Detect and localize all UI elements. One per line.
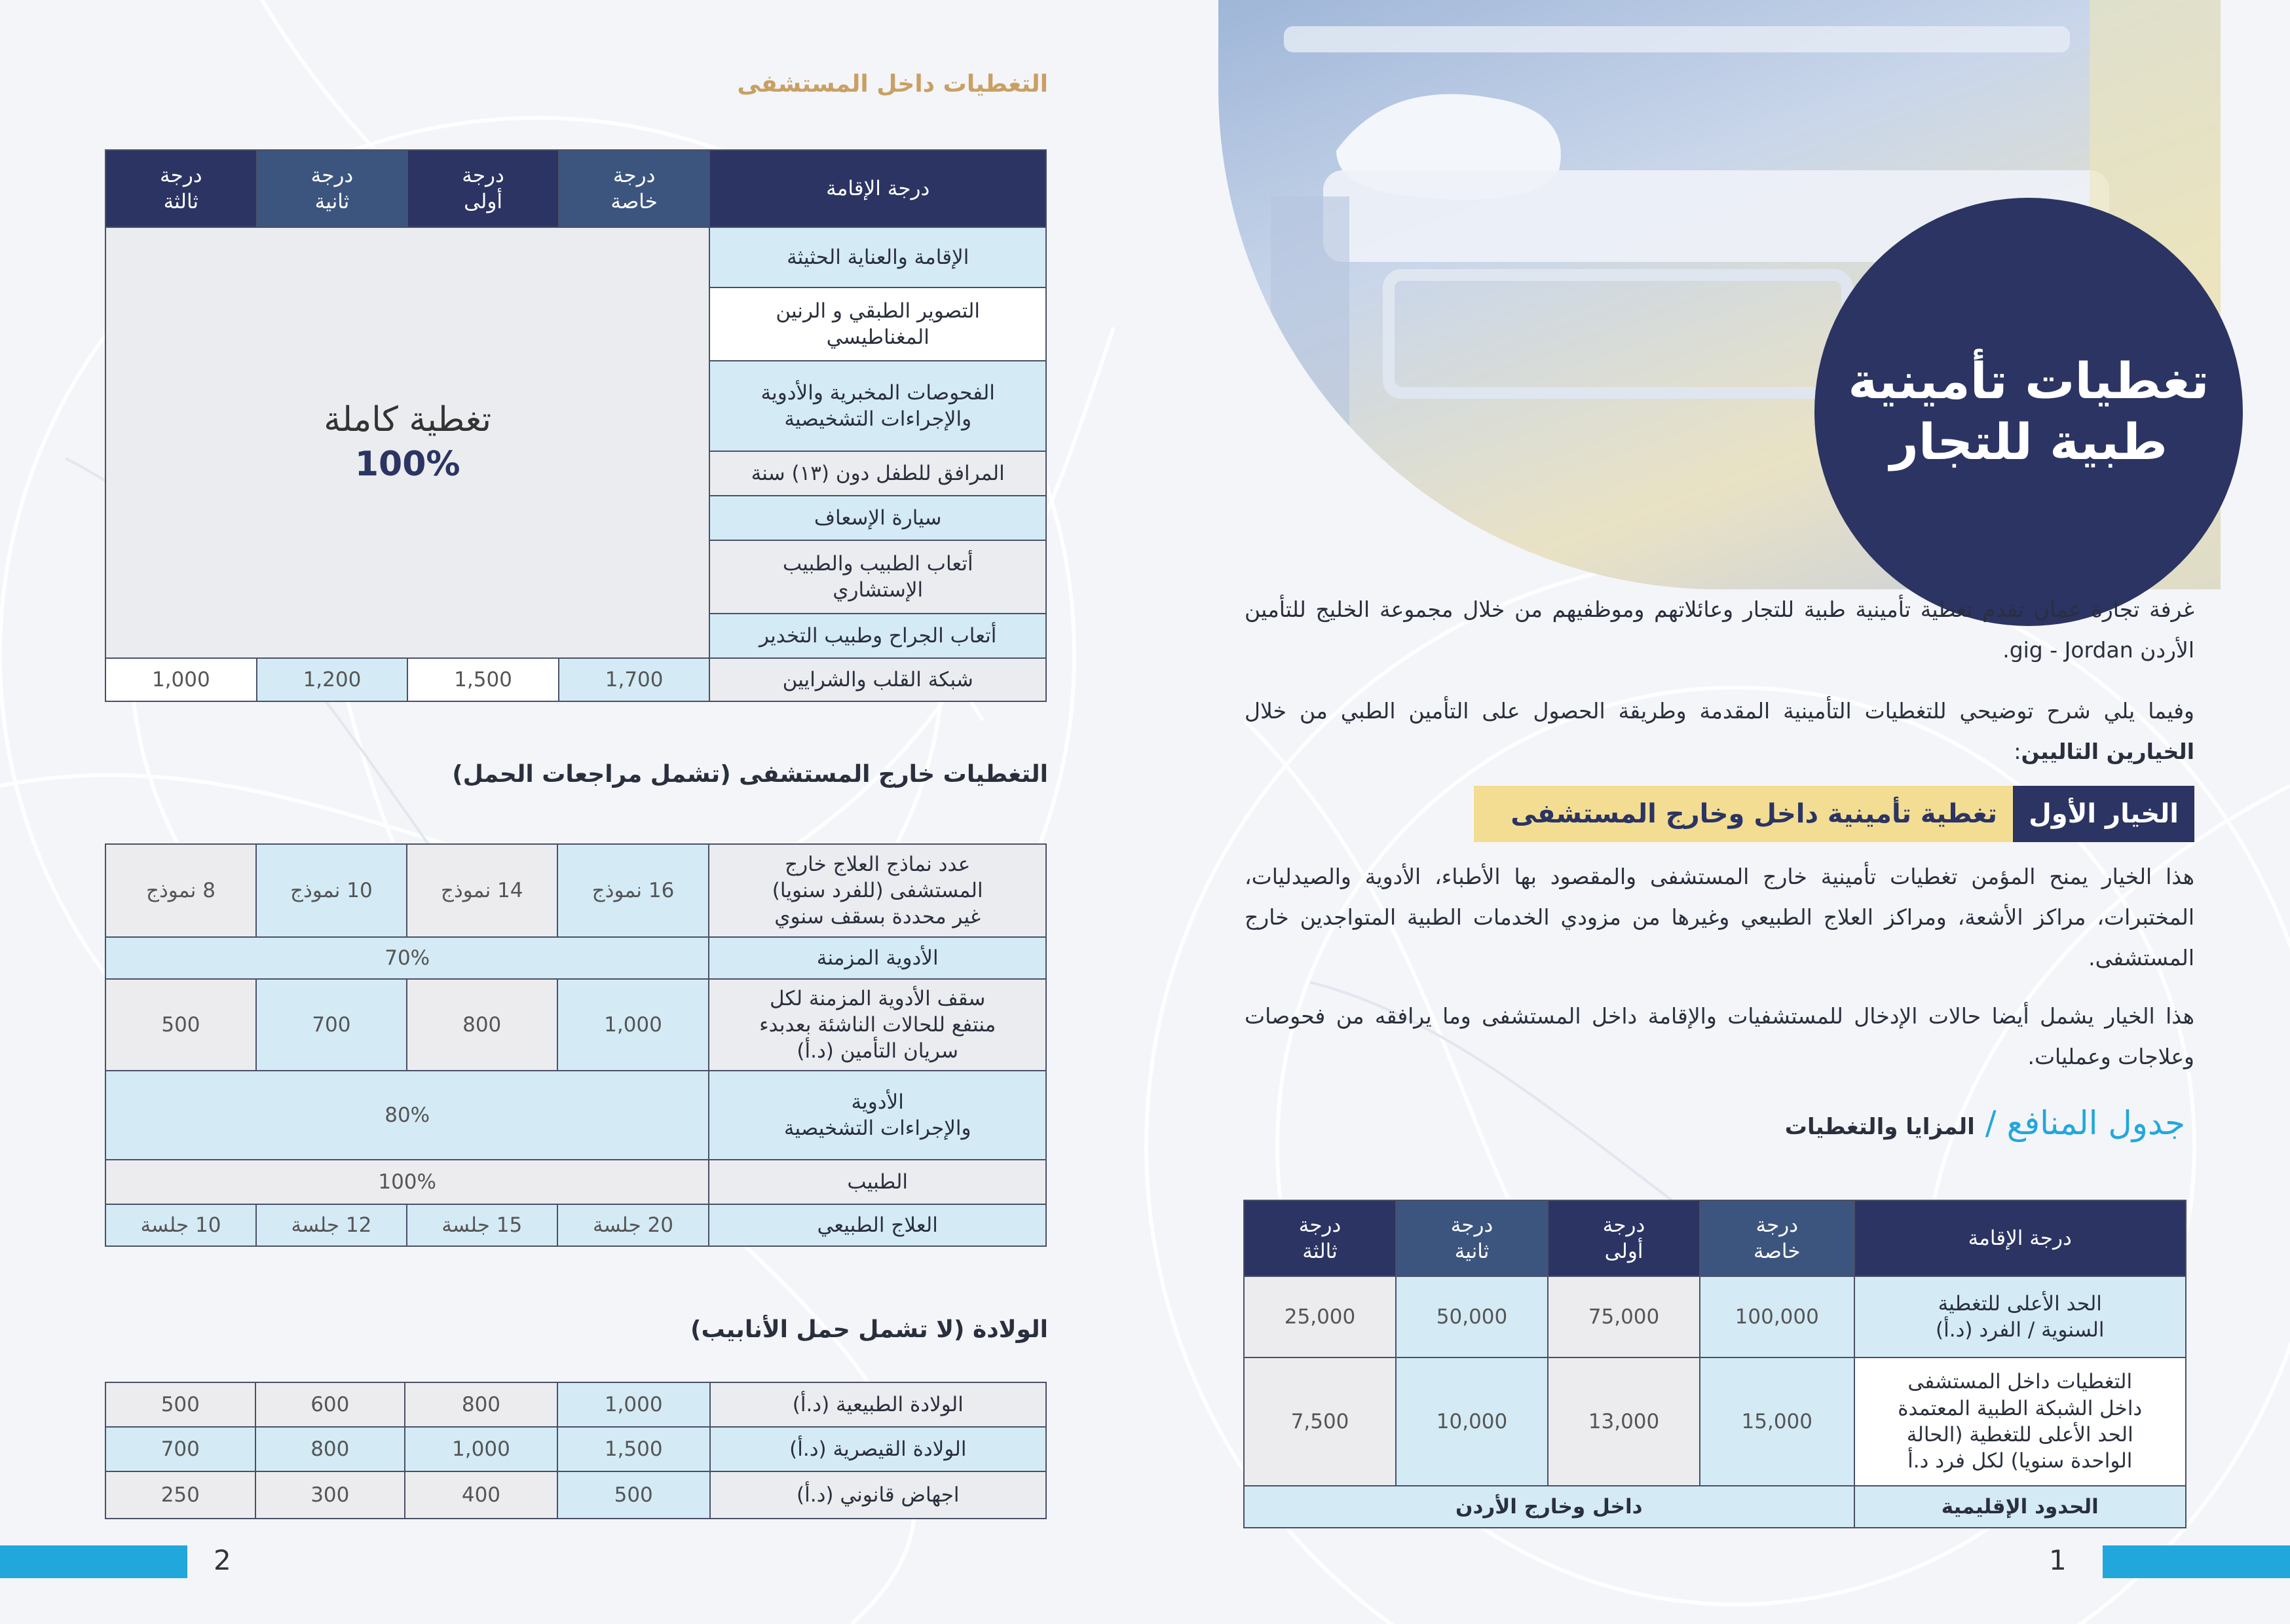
col-third: درجة ثالثة <box>105 150 257 227</box>
cesarean-first: 1,000 <box>405 1427 557 1471</box>
maternity-heading: الولادة (لا تشمل حمل الأنابيب) <box>690 1316 1048 1343</box>
left-footer-bar <box>0 1545 187 1578</box>
col-private: درجة خاصة <box>559 150 710 227</box>
right-footer-bar <box>2103 1545 2290 1578</box>
models-second: 10 نموذج <box>256 844 407 937</box>
annual-second: 50,000 <box>1396 1276 1548 1357</box>
limits-table <box>1243 1200 2187 1528</box>
chronic-cap-third: 500 <box>105 979 256 1071</box>
inpatient-limit-private: 15,000 <box>1700 1357 1854 1486</box>
inpatient-heading: التغطيات داخل المستشفى <box>737 71 1048 98</box>
chronic-cap-second: 700 <box>256 979 407 1071</box>
annual-private: 100,000 <box>1700 1276 1854 1357</box>
left-page-number: 2 <box>214 1544 231 1576</box>
chronic-cap-first: 800 <box>407 979 557 1071</box>
row-icu: الإقامة والعناية الحثيثة <box>709 227 1046 287</box>
row-abortion: اجهاض قانوني (د.أ) <box>710 1471 1046 1519</box>
title-line-1: تغطيات تأمينية <box>1848 352 2209 411</box>
row-physio: العلاج الطبيعي <box>709 1204 1046 1246</box>
option-paragraph-1: هذا الخيار يمنح المؤمن تغطيات تأمينية خارج المستشفى والمقصود بها الأطباء، الأدوية والصيدليات، المختبرات، مراكز الأشعة، ومراكز العلاج الطبيعي وغيرها من مزودي الخدمات الطبية المتواجدين خارج المستشفى. <box>1245 864 2194 970</box>
cesarean-private: 1,500 <box>557 1427 710 1471</box>
models-third: 8 نموذج <box>105 844 256 937</box>
natural-private: 1,000 <box>557 1382 710 1427</box>
models-private: 16 نموذج <box>557 844 709 937</box>
row-physician: الطبيب <box>709 1160 1046 1204</box>
full-coverage-text: تغطية كاملة <box>324 400 492 440</box>
benefits-heading <box>1785 1104 2185 1142</box>
abortion-first: 400 <box>405 1471 557 1519</box>
inpatient-limit-second: 10,000 <box>1396 1357 1548 1486</box>
limits-col-private: درجة خاصة <box>1700 1200 1854 1276</box>
cesarean-second: 800 <box>255 1427 405 1471</box>
meds-diagnostics-pct: 80% <box>105 1071 709 1160</box>
row-cardio: شبكة القلب والشرايين <box>709 658 1046 701</box>
benefits-slash: / <box>1985 1104 1997 1142</box>
intro-p2-colon: : <box>2014 739 2021 764</box>
col-first: درجة أولى <box>407 150 559 227</box>
physio-second: 12 جلسة <box>256 1204 407 1246</box>
option-banner <box>1474 786 2194 842</box>
full-coverage-pct: 100% <box>354 445 460 484</box>
inpatient-table <box>105 149 1047 702</box>
option-desc: تغطية تأمينية داخل وخارج المستشفى <box>1474 786 2013 842</box>
intro-p2-bold: الخيارين التاليين <box>2021 739 2194 764</box>
row-outpatient-models: عدد نماذج العلاج خارج المستشفى (للفرد سنويا) غير محددة بسقف سنوي <box>709 844 1046 937</box>
maternity-table <box>105 1382 1047 1519</box>
annual-third: 25,000 <box>1244 1276 1396 1357</box>
regional-limits-value: داخل وخارج الأردن <box>1244 1486 1854 1528</box>
physio-first: 15 جلسة <box>407 1204 557 1246</box>
row-companion: المرافق للطفل دون (١٣) سنة <box>709 451 1046 496</box>
outpatient-table <box>105 843 1047 1247</box>
row-chronic-meds: الأدوية المزمنة <box>709 937 1046 979</box>
col-second: درجة ثانية <box>257 150 408 227</box>
row-imaging: التصوير الطبقي و الرنين المغناطيسي <box>709 287 1046 361</box>
row-annual-limit: الحد الأعلى للتغطية السنوية / الفرد (د.أ) <box>1854 1276 2187 1357</box>
option-label: الخيار الأول <box>2013 786 2194 842</box>
chronic-cap-private: 1,000 <box>557 979 709 1071</box>
physician-pct: 100% <box>105 1160 709 1204</box>
cardio-private: 1,700 <box>559 658 710 701</box>
limits-col-first: درجة أولى <box>1548 1200 1700 1276</box>
row-cesarean: الولادة القيصرية (د.أ) <box>710 1427 1046 1471</box>
limits-col-second: درجة ثانية <box>1396 1200 1548 1276</box>
annual-first: 75,000 <box>1548 1276 1700 1357</box>
abortion-private: 500 <box>557 1471 710 1519</box>
row-meds-diagnostics: الأدوية والإجراءات التشخيصية <box>709 1071 1046 1160</box>
outpatient-heading: التغطيات خارج المستشفى (تشمل مراجعات الحمل) <box>452 761 1048 788</box>
title-line-2: طبية للتجار <box>1890 413 2168 471</box>
right-page-number: 1 <box>2049 1544 2067 1576</box>
natural-third: 500 <box>105 1382 255 1427</box>
intro-paragraph-1: غرفة تجارة عمان تقدم تغطية تأمينية طبية للتجار وعائلاتهم وموظفيهم من خلال مجموعة الخليج للتأمين الأردن gig - Jordan. <box>1245 597 2194 663</box>
row-regional-limits: الحدود الإقليمية <box>1854 1486 2187 1528</box>
row-chronic-cap: سقف الأدوية المزمنة لكل منتفع للحالات الناشئة بعدبدء سريان التأمين (د.أ) <box>709 979 1046 1071</box>
row-surgeon-fees: أتعاب الجراح وطبيب التخدير <box>709 614 1046 658</box>
title-circle <box>1814 198 2243 626</box>
limits-col-residence: درجة الإقامة <box>1854 1200 2187 1276</box>
inpatient-limit-third: 7,500 <box>1244 1357 1396 1486</box>
cesarean-third: 700 <box>105 1427 255 1471</box>
cardio-second: 1,200 <box>257 658 408 701</box>
natural-second: 600 <box>255 1382 405 1427</box>
natural-first: 800 <box>405 1382 557 1427</box>
benefits-title: جدول المنافع <box>2006 1104 2185 1142</box>
limits-col-third: درجة ثالثة <box>1244 1200 1396 1276</box>
benefits-subtitle: المزايا والتغطيات <box>1784 1114 1975 1140</box>
abortion-third: 250 <box>105 1471 255 1519</box>
row-inpatient-limit: التغطيات داخل المستشفى داخل الشبكة الطبية المعتمدة الحد الأعلى للتغطية (الحالة الواحدة سنويا) لكل فرد د.أ <box>1854 1357 2187 1486</box>
cardio-first: 1,500 <box>407 658 559 701</box>
abortion-second: 300 <box>255 1471 405 1519</box>
row-ambulance: سيارة الإسعاف <box>709 496 1046 540</box>
intro-p2-text: وفيما يلي شرح توضيحي للتغطيات التأمينية المقدمة وطريقة الحصول على التأمين الطبي من خلال <box>1245 698 2194 724</box>
row-labs: الفحوصات المخبرية والأدوية والإجراءات التشخيصية <box>709 361 1046 451</box>
chronic-meds-pct: 70% <box>105 937 709 979</box>
row-doctor-fees: أتعاب الطبيب والطبيب الإستشاري <box>709 540 1046 614</box>
full-coverage-cell <box>105 227 709 658</box>
col-residence: درجة الإقامة <box>709 150 1046 227</box>
physio-private: 20 جلسة <box>557 1204 709 1246</box>
inpatient-limit-first: 13,000 <box>1548 1357 1700 1486</box>
intro-paragraph-2 <box>1245 691 2194 772</box>
cardio-third: 1,000 <box>105 658 257 701</box>
row-natural-birth: الولادة الطبيعية (د.أ) <box>710 1382 1046 1427</box>
option-paragraph-2: هذا الخيار يشمل أيضا حالات الإدخال للمستشفيات والإقامة داخل المستشفى وما يرافقه من فحوصات وعلاجات وعمليات. <box>1245 1003 2194 1069</box>
physio-third: 10 جلسة <box>105 1204 256 1246</box>
models-first: 14 نموذج <box>407 844 557 937</box>
